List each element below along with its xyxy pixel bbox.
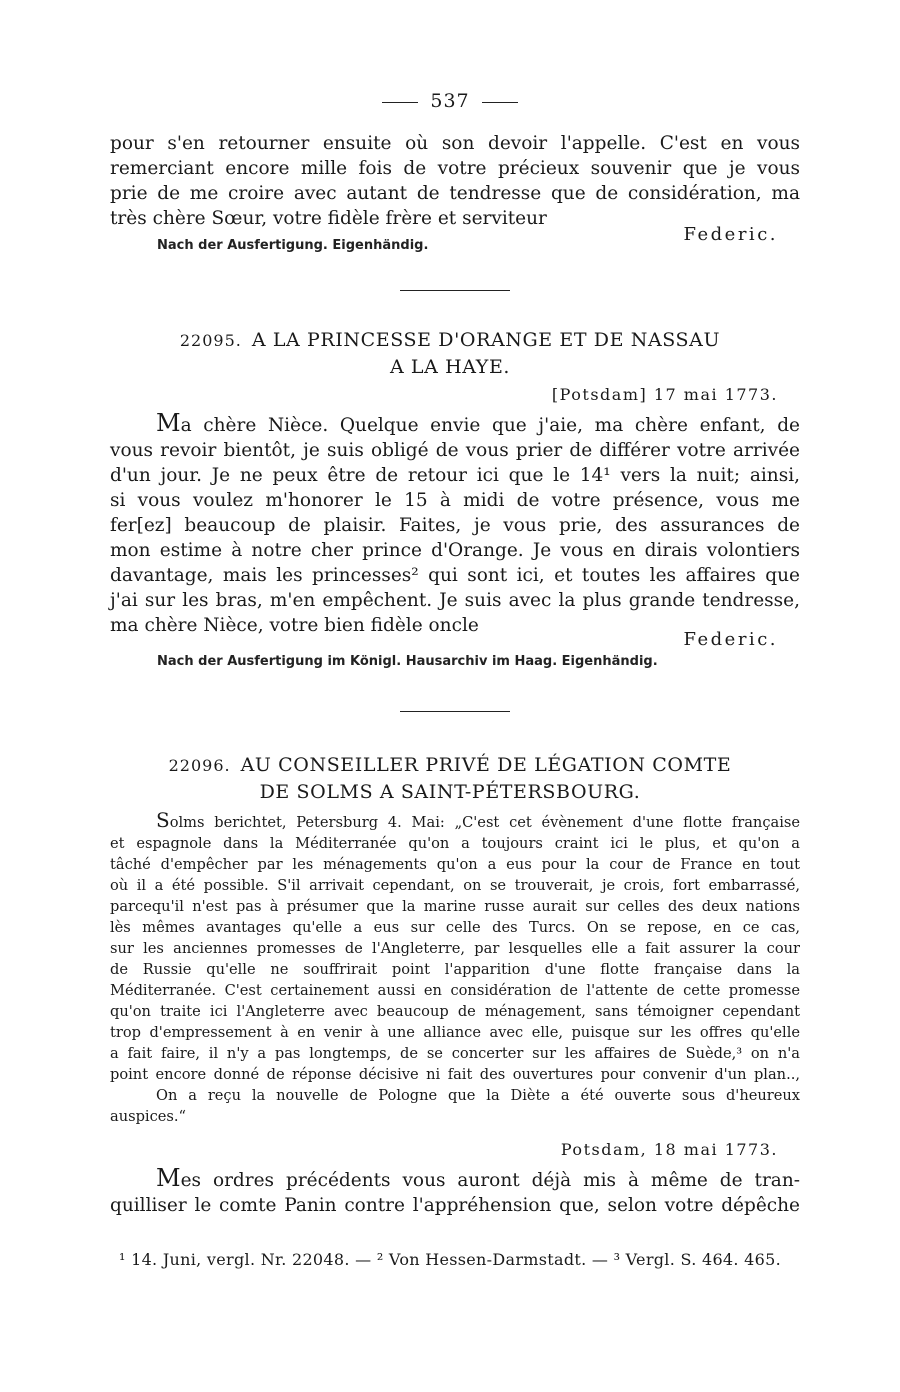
text-line: lès mêmes avantages qu'elle a eus sur celle des Turcs. On se repose, en ce cas, [110, 919, 800, 936]
text-line: mon estime à notre cher prince d'Orange. Je vous en dirais volontiers [110, 540, 800, 561]
text-line: tâché d'empêcher par les ménagements qu'on a eus pour la cour de France en tout [110, 856, 800, 873]
section-divider [400, 711, 510, 712]
text-line: si vous voulez m'honorer le 15 à midi de votre présence, vous me [110, 490, 800, 511]
text-line: On a reçu la nouvelle de Pologne que la Diète a été ouverte sous d'heureux [156, 1087, 800, 1104]
text-line-content: olms berichtet, Petersburg 4. Mai: „C'est cet évènement d'une flotte française [169, 814, 800, 831]
text-line-content: a chère Nièce. Quelque envie que j'aie, ma chère enfant, de [180, 415, 800, 436]
text-line: point encore donné de réponse décisive ni fait des ouvertures pour convenir d'un plan.., [110, 1066, 800, 1083]
text-line [110, 411, 800, 438]
letter-body [110, 1166, 800, 1218]
text-line: de Russie qu'elle ne souffrirait point l'apparition d'une flotte française dans la [110, 961, 800, 978]
text-line [110, 810, 800, 833]
section-divider [400, 290, 510, 291]
report-summary [110, 810, 800, 1127]
text-line: fer[ez] beaucoup de plaisir. Faites, je vous prie, des assurances de [110, 515, 800, 536]
letter-heading [0, 327, 900, 380]
text-line: parcequ'il n'est pas à présumer que la marine russe aurait sur celles des deux nations [110, 898, 800, 915]
letter-number: 22096. [168, 756, 231, 775]
text-line: davantage, mais les princesses² qui sont ici, et toutes les affaires que [110, 565, 800, 586]
signature: Federic. [683, 224, 778, 245]
letter-heading [0, 752, 900, 805]
signature: Federic. [683, 629, 778, 650]
text-line: d'un jour. Je ne peux être de retour ici que le 14¹ vers la nuit; ainsi, [110, 465, 800, 486]
text-line: remerciant encore mille fois de votre précieux souvenir que je vous [110, 158, 800, 179]
text-line: vous revoir bientôt, je suis obligé de vous prier de différer votre arrivée [110, 440, 800, 461]
heading-line: A LA PRINCESSE D'ORANGE ET DE NASSAU [251, 329, 721, 351]
text-line: auspices.“ [110, 1108, 186, 1125]
dateline: [Potsdam] 17 mai 1773. [551, 385, 778, 404]
page-number-dash-right [482, 102, 518, 103]
text-line: très chère Sœur, votre fidèle frère et serviteur [110, 208, 547, 229]
text-line: et espagnole dans la Méditerranée qu'on a toujours craint ici le plus, et qu'on a [110, 835, 800, 852]
text-line: pour s'en retourner ensuite où son devoir l'appelle. C'est en vous [110, 133, 800, 154]
text-line-content: es ordres précédents vous auront déjà mis à même de tran- [180, 1170, 800, 1191]
source-note: Nach der Ausfertigung. Eigenhändig. [157, 238, 429, 253]
initial-letter: M [156, 409, 181, 437]
text-line: a fait faire, il n'y a pas longtemps, de se concerter sur les affaires de Suède,³ on n'a [110, 1045, 800, 1062]
letter-body [110, 411, 800, 638]
text-line [110, 1166, 800, 1193]
text-line: trop d'empressement à en venir à une alliance avec elle, puisque sur les offres qu'elle [110, 1024, 800, 1041]
initial-letter: M [156, 1164, 181, 1192]
page-number-dash-left [382, 102, 418, 103]
dateline: Potsdam, 18 mai 1773. [560, 1140, 778, 1159]
text-line: prie de me croire avec autant de tendresse que de considération, ma [110, 183, 800, 204]
page-number-value: 537 [430, 90, 470, 112]
heading-line: AU CONSEILLER PRIVÉ DE LÉGATION COMTE [240, 754, 732, 776]
heading-line: A LA HAYE. [389, 356, 511, 378]
text-line: Méditerranée. C'est certainement aussi en considération de l'attente de cette promesse [110, 982, 800, 999]
continued-letter-text [110, 131, 800, 231]
text-line: ma chère Nièce, votre bien fidèle oncle [110, 615, 479, 636]
source-note: Nach der Ausfertigung im Königl. Hausarchiv im Haag. Eigenhändig. [157, 654, 658, 669]
heading-line: DE SOLMS A SAINT-PÉTERSBOURG. [259, 781, 641, 803]
text-line: quilliser le comte Panin contre l'appréhension que, selon votre dépêche [110, 1195, 800, 1216]
text-line: où il a été possible. S'il arrivait cependant, on se trouverait, je crois, fort embarrassé, [110, 877, 800, 894]
footnotes: ¹ 14. Juni, vergl. Nr. 22048. — ² Von Hessen-Darmstadt. — ³ Vergl. S. 464. 465. [118, 1250, 781, 1269]
text-line: sur les anciennes promesses de l'Angleterre, par lesquelles elle a fait assurer la cour [110, 940, 800, 957]
text-line: qu'on traite ici l'Angleterre avec beaucoup de ménagement, sans témoigner cependant [110, 1003, 800, 1020]
letter-number: 22095. [179, 331, 242, 350]
page-number [0, 90, 900, 112]
text-line: j'ai sur les bras, m'en empêchent. Je suis avec la plus grande tendresse, [110, 590, 800, 611]
initial-letter: S [156, 808, 170, 832]
